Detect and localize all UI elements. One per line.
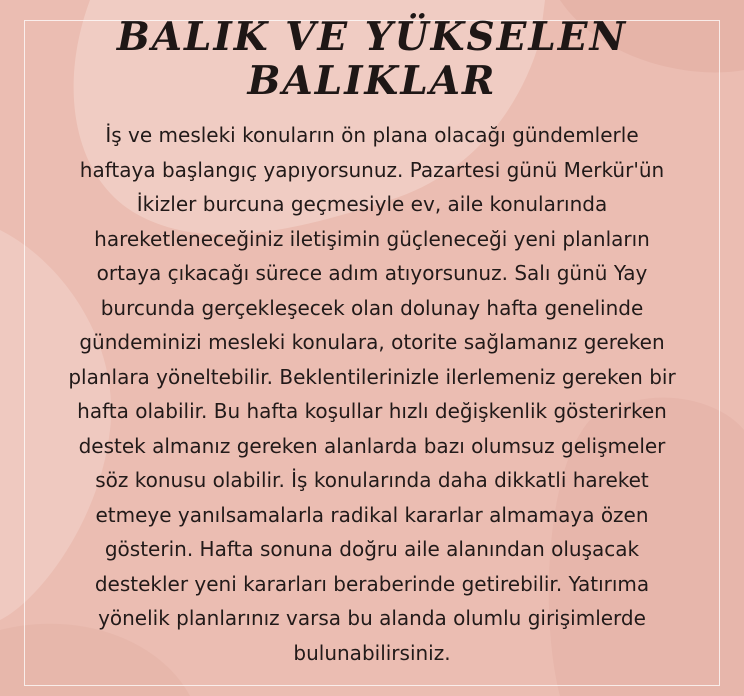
paragraph-line: söz konusu olabilir. İş konularında daha dikkatli hareket	[95, 468, 649, 492]
paragraph-line: hareketleneceğiniz iletişimin güçleneceği yeni planların	[94, 226, 650, 251]
paragraph-line: gösterin. Hafta sonuna doğru aile alanından oluşacak	[104, 537, 640, 561]
paragraph-line: yönelik planlarınız varsa bu alanda olumlu girişimlerde	[98, 606, 646, 630]
paragraph-line: İkizler burcuna geçmesiyle ev, aile konularında	[136, 192, 608, 216]
paragraph-line: etmeye yanılsamalarla radikal kararlar almamaya özen	[95, 502, 649, 527]
paragraph-line: gündeminizi mesleki konulara, otorite sağlamanız gereken	[79, 330, 665, 354]
paragraph-line: bulunabilirsiniz.	[293, 640, 451, 665]
paragraph-line: burcunda gerçekleşecek olan dolunay hafta genelinde	[100, 295, 644, 320]
paragraph-line: destekler yeni kararları beraberinde getirebilir. Yatırıma	[94, 571, 650, 596]
paragraph-line: destek almanız gereken alanlarda bazı olumsuz gelişmeler	[78, 433, 666, 458]
paragraph-line: haftaya başlangıç yapıyorsunuz. Pazartesi günü Merkür'ün	[79, 157, 665, 182]
paragraph-line: planlara yöneltebilir. Beklentilerinizle ilerlemeniz gereken bir	[68, 364, 676, 389]
paragraph-line: hafta olabilir. Bu hafta koşullar hızlı değişkenlik gösterirken	[77, 399, 667, 423]
paragraph-line: ortaya çıkacağı sürece adım atıyorsunuz. Salı günü Yay	[96, 261, 648, 285]
horoscope-paragraph	[20, 118, 724, 670]
paragraph-line: İş ve mesleki konuların ön plana olacağı gündemlerle	[105, 123, 639, 147]
page-title-line-1: BALIK VE YÜKSELEN	[116, 14, 628, 60]
page-title-line-2: BALIKLAR	[247, 58, 497, 104]
